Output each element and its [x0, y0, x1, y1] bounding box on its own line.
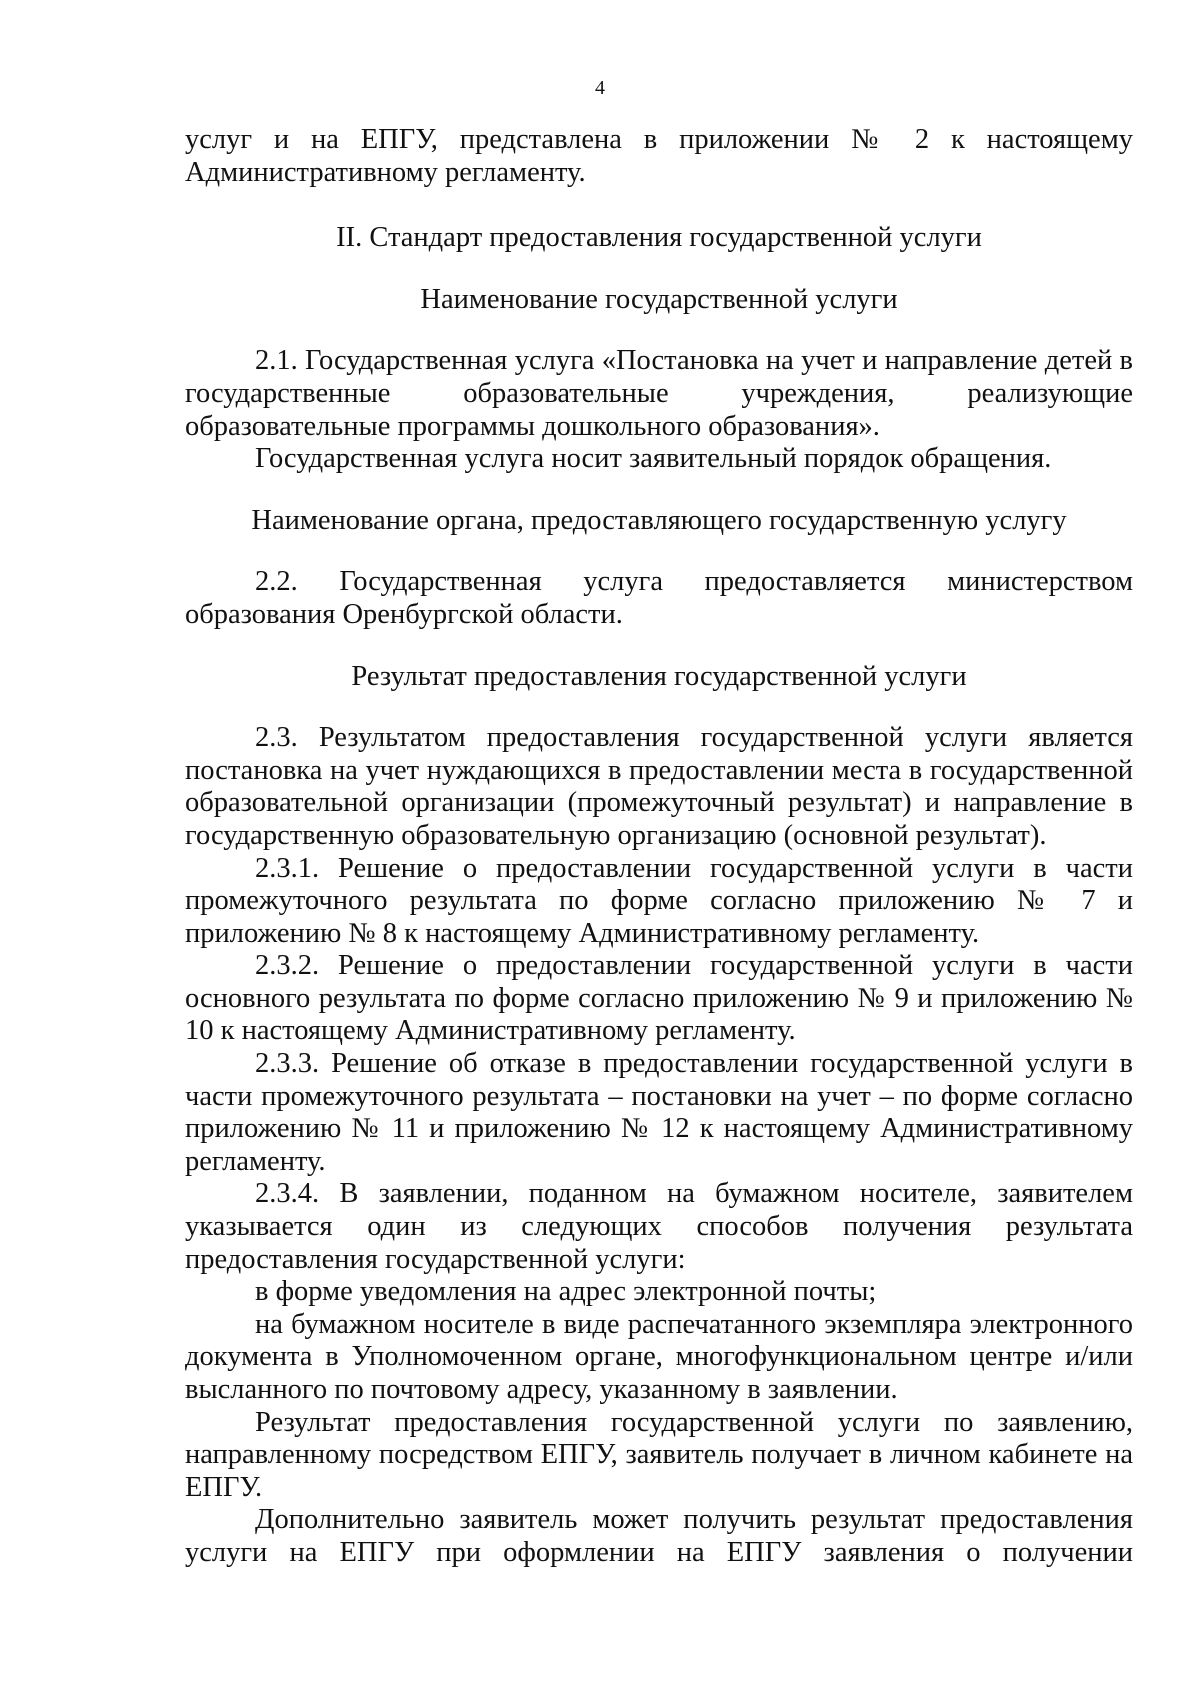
- paragraph-additional: Дополнительно заявитель может получить результат предоставления услуги на ЕПГУ при оформлении на ЕПГУ заявления о получении: [185, 1504, 1133, 1568]
- paragraph-2-2: 2.2. Государственная услуга предоставляется министерством образования Оренбургской области.: [185, 566, 1133, 630]
- paragraph-2-3-1: 2.3.1. Решение о предоставлении государственной услуги в части промежуточного результата по форме согласно приложению № 7 и приложению № 8 к настоящему Административному регламенту.: [185, 852, 1133, 949]
- intro-paragraph: услуг и на ЕПГУ, представлена в приложении № 2 к настоящему Административному регламенту.: [185, 124, 1133, 188]
- heading-service-organ: Наименование органа, предоставляющего государственную услугу: [251, 504, 1067, 536]
- paragraph-2-3-3: 2.3.3. Решение об отказе в предоставлении государственной услуги в части промежуточного результата – постановки на учет – по форме согласно приложению № 11 и приложению № 12 к настоящему Административному регламенту.: [185, 1048, 1133, 1177]
- document-body: [185, 124, 1133, 1570]
- paragraph-epgu-result: Результат предоставления государственной услуги по заявлению, направленному посредством ЕПГУ, заявитель получает в личном кабинете на ЕПГУ.: [185, 1406, 1133, 1503]
- paragraph-2-3-4: 2.3.4. В заявлении, поданном на бумажном носителе, заявителем указывается один из следующих способов получения результата предоставления государственной услуги:: [185, 1178, 1133, 1275]
- heading-service-name: Наименование государственной услуги: [420, 283, 898, 315]
- heading-service-result: Результат предоставления государственной услуги: [351, 660, 967, 692]
- paragraph-2-1: 2.1. Государственная услуга «Постановка на учет и направление детей в государственные образовательные учреждения, реализующие образовательные программы дошкольного образования».: [185, 345, 1133, 442]
- paragraph-2-3: 2.3. Результатом предоставления государственной услуги является постановка на учет нуждающихся в предоставлении места в государственной образовательной организации (промежуточный результат) и направление в государственную образовательную организацию (основной результат).: [185, 722, 1133, 851]
- page-number: 4: [595, 77, 605, 99]
- paragraph-2-3-2: 2.3.2. Решение о предоставлении государственной услуги в части основного результата по форме согласно приложению № 9 и приложению № 10 к настоящему Административному регламенту.: [185, 950, 1133, 1047]
- section-title: II. Стандарт предоставления государственной услуги: [336, 222, 982, 254]
- paragraph-email-option: в форме уведомления на адрес электронной почты;: [255, 1276, 877, 1308]
- paragraph-2-1-procedure: Государственная услуга носит заявительный порядок обращения.: [255, 443, 1052, 475]
- paragraph-paper-option: на бумажном носителе в виде распечатанного экземпляра электронного документа в Уполномоченном органе, многофункциональном центре и/или высланного по почтовому адресу, указанному в заявлении.: [185, 1308, 1133, 1405]
